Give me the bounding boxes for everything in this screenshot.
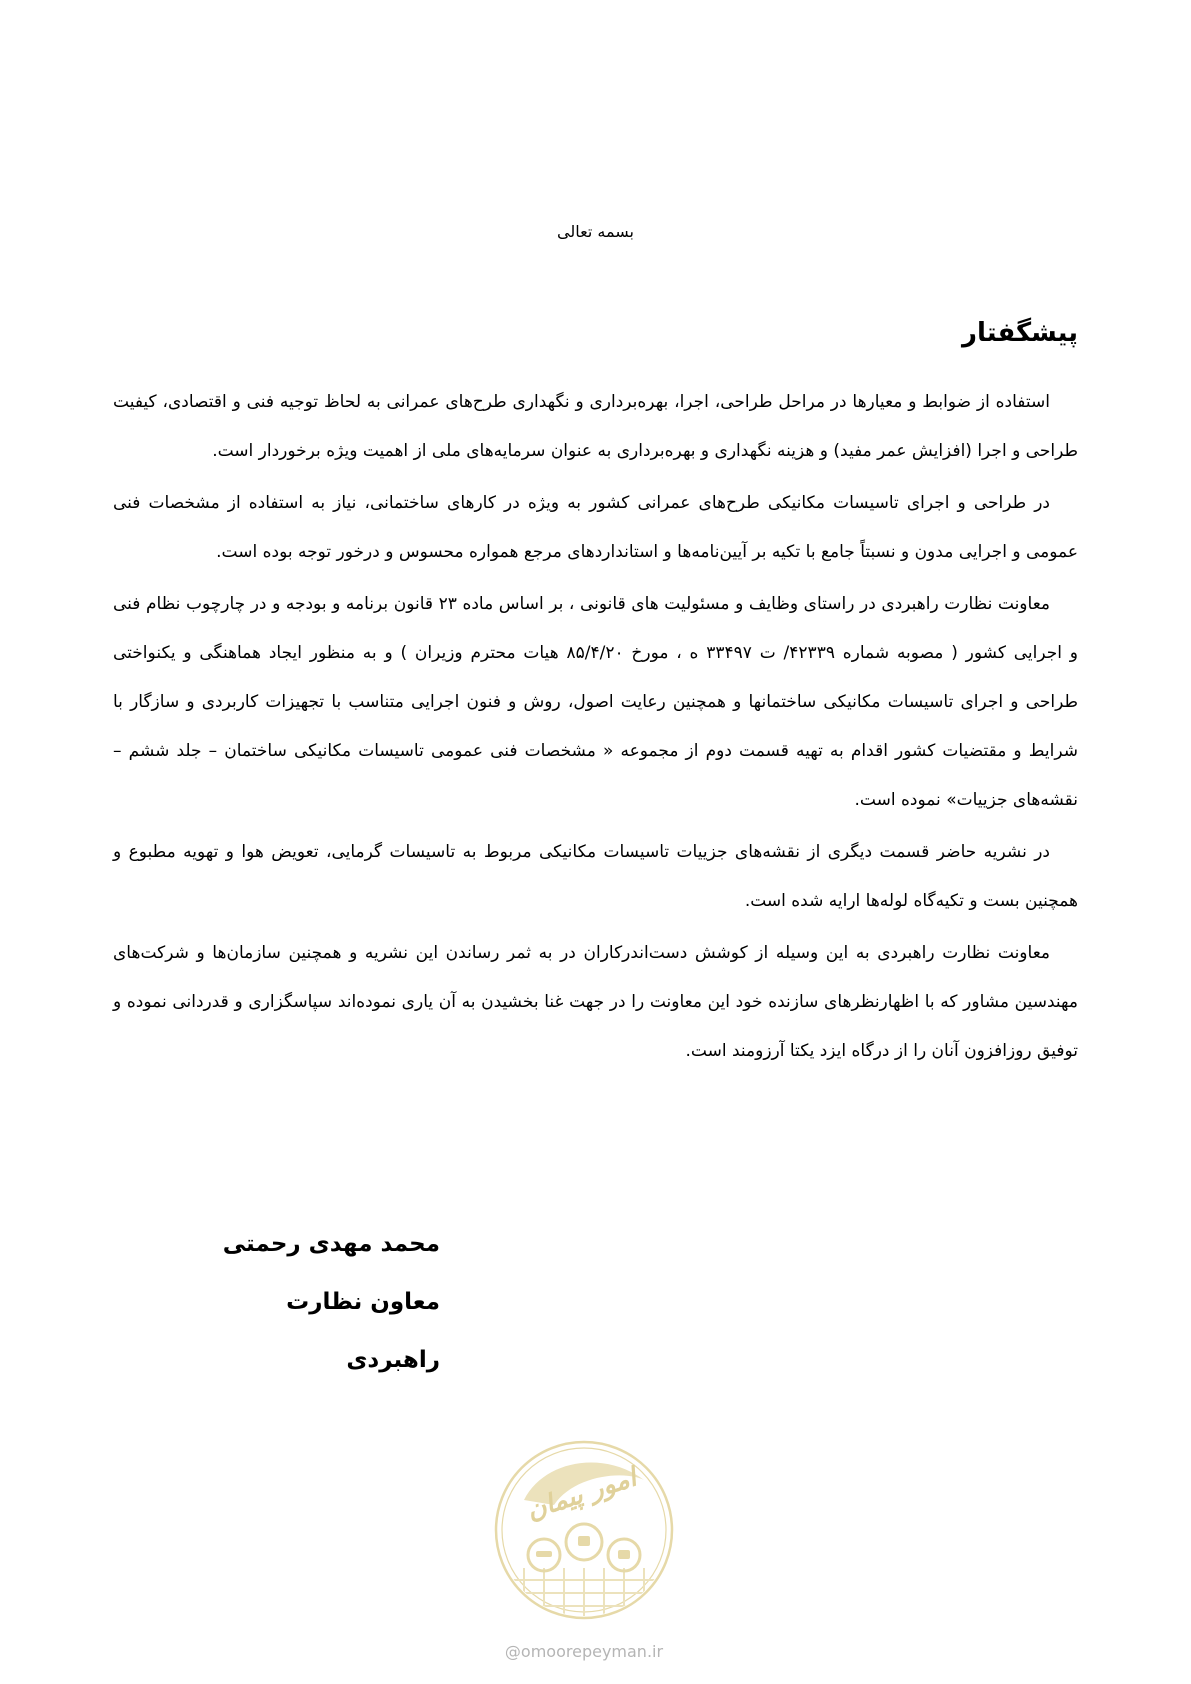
signatory-title: معاون نظارت راهبردی [286,1289,440,1373]
signatory-name: محمد مهدی رحمتی [222,1231,440,1257]
signature-block [200,1215,440,1389]
paragraph: استفاده از ضوابط و معیارها در مراحل طراحی، اجرا، بهره‌برداری و نگهداری طرح‌های عمرانی به لحاظ توجیه فنی و اقتصادی، کیفیت طراحی و اجرا (افزایش عمر مفید) و هزینه نگهداری و بهره‌برداری به عنوان سرمایه‌های ملی از اهمیت ویژه برخوردار است. [113,392,1078,461]
at-icon: @ [504,1642,521,1661]
paragraph: معاونت نظارت راهبردی در راستای وظایف و مسئولیت های قانونی ، بر اساس ماده ۲۳ قانون برنامه و بودجه و در چارچوب نظام فنی و اجرایی کشور ( مصوبه شماره ۴۲۳۳۹/ ت ۳۳۴۹۷ ه ، مورخ ۸۵/۴/۲۰ هیات محترم وزیران ) و به منظور ایجاد هماهنگی و یکنواختی طراحی و اجرای تاسیسات مکانیکی ساختمانها و همچنین رعایت اصول، روش و فنون اجرایی متناسب با تجهیزات کاربردی و سازگار با شرایط و مقتضیات کشور اقدام به تهیه قسمت دوم از مجموعه « مشخصات فنی عمومی تاسیسات مکانیکی ساختمان – جلد ششم – نقشه‌های جزییات» نموده است. [113,594,1078,810]
watermark-logo [484,1430,684,1670]
paragraph: در نشریه حاضر قسمت دیگری از نقشه‌های جزییات تاسیسات مکانیکی مربوط به تاسیسات گرمایی، تعویض هوا و تهویه مطبوع و همچنین بست و تکیه‌گاه لوله‌ها ارایه شده است. [113,842,1078,911]
paragraph: معاونت نظارت راهبردی به این وسیله از کوشش دست‌اندرکاران در به ثمر رساندن این نشریه و همچنین سازمان‌ها و شرکت‌های مهندسین مشاور که با اظهارنظرهای سازنده خود این معاونت را در جهت غنا بخشیدن به آن یاری نموده‌اند سپاسگزاری و قدردانی نموده و توفیق روزافزون آنان را از درگاه ایزد یکتا آرزومند است. [113,943,1078,1061]
watermark-site: @omoorepeyman.ir [504,1642,664,1661]
paragraph: در طراحی و اجرای تاسیسات مکانیکی طرح‌های عمرانی کشور به ویژه در کارهای ساختمانی، نیاز به استفاده از مشخصات فنی عمومی و اجرایی مدون و نسبتاً جامع با تکیه بر آیین‌نامه‌ها و استانداردهای مرجع همواره محسوس و درخور توجه بوده است. [113,493,1078,562]
preface-body [113,378,1078,1079]
watermark-logo-text: امور پیمان [523,1462,641,1527]
invocation-line: بسمه تعالی [557,222,634,241]
page-title: پیشگفتار [961,318,1078,348]
